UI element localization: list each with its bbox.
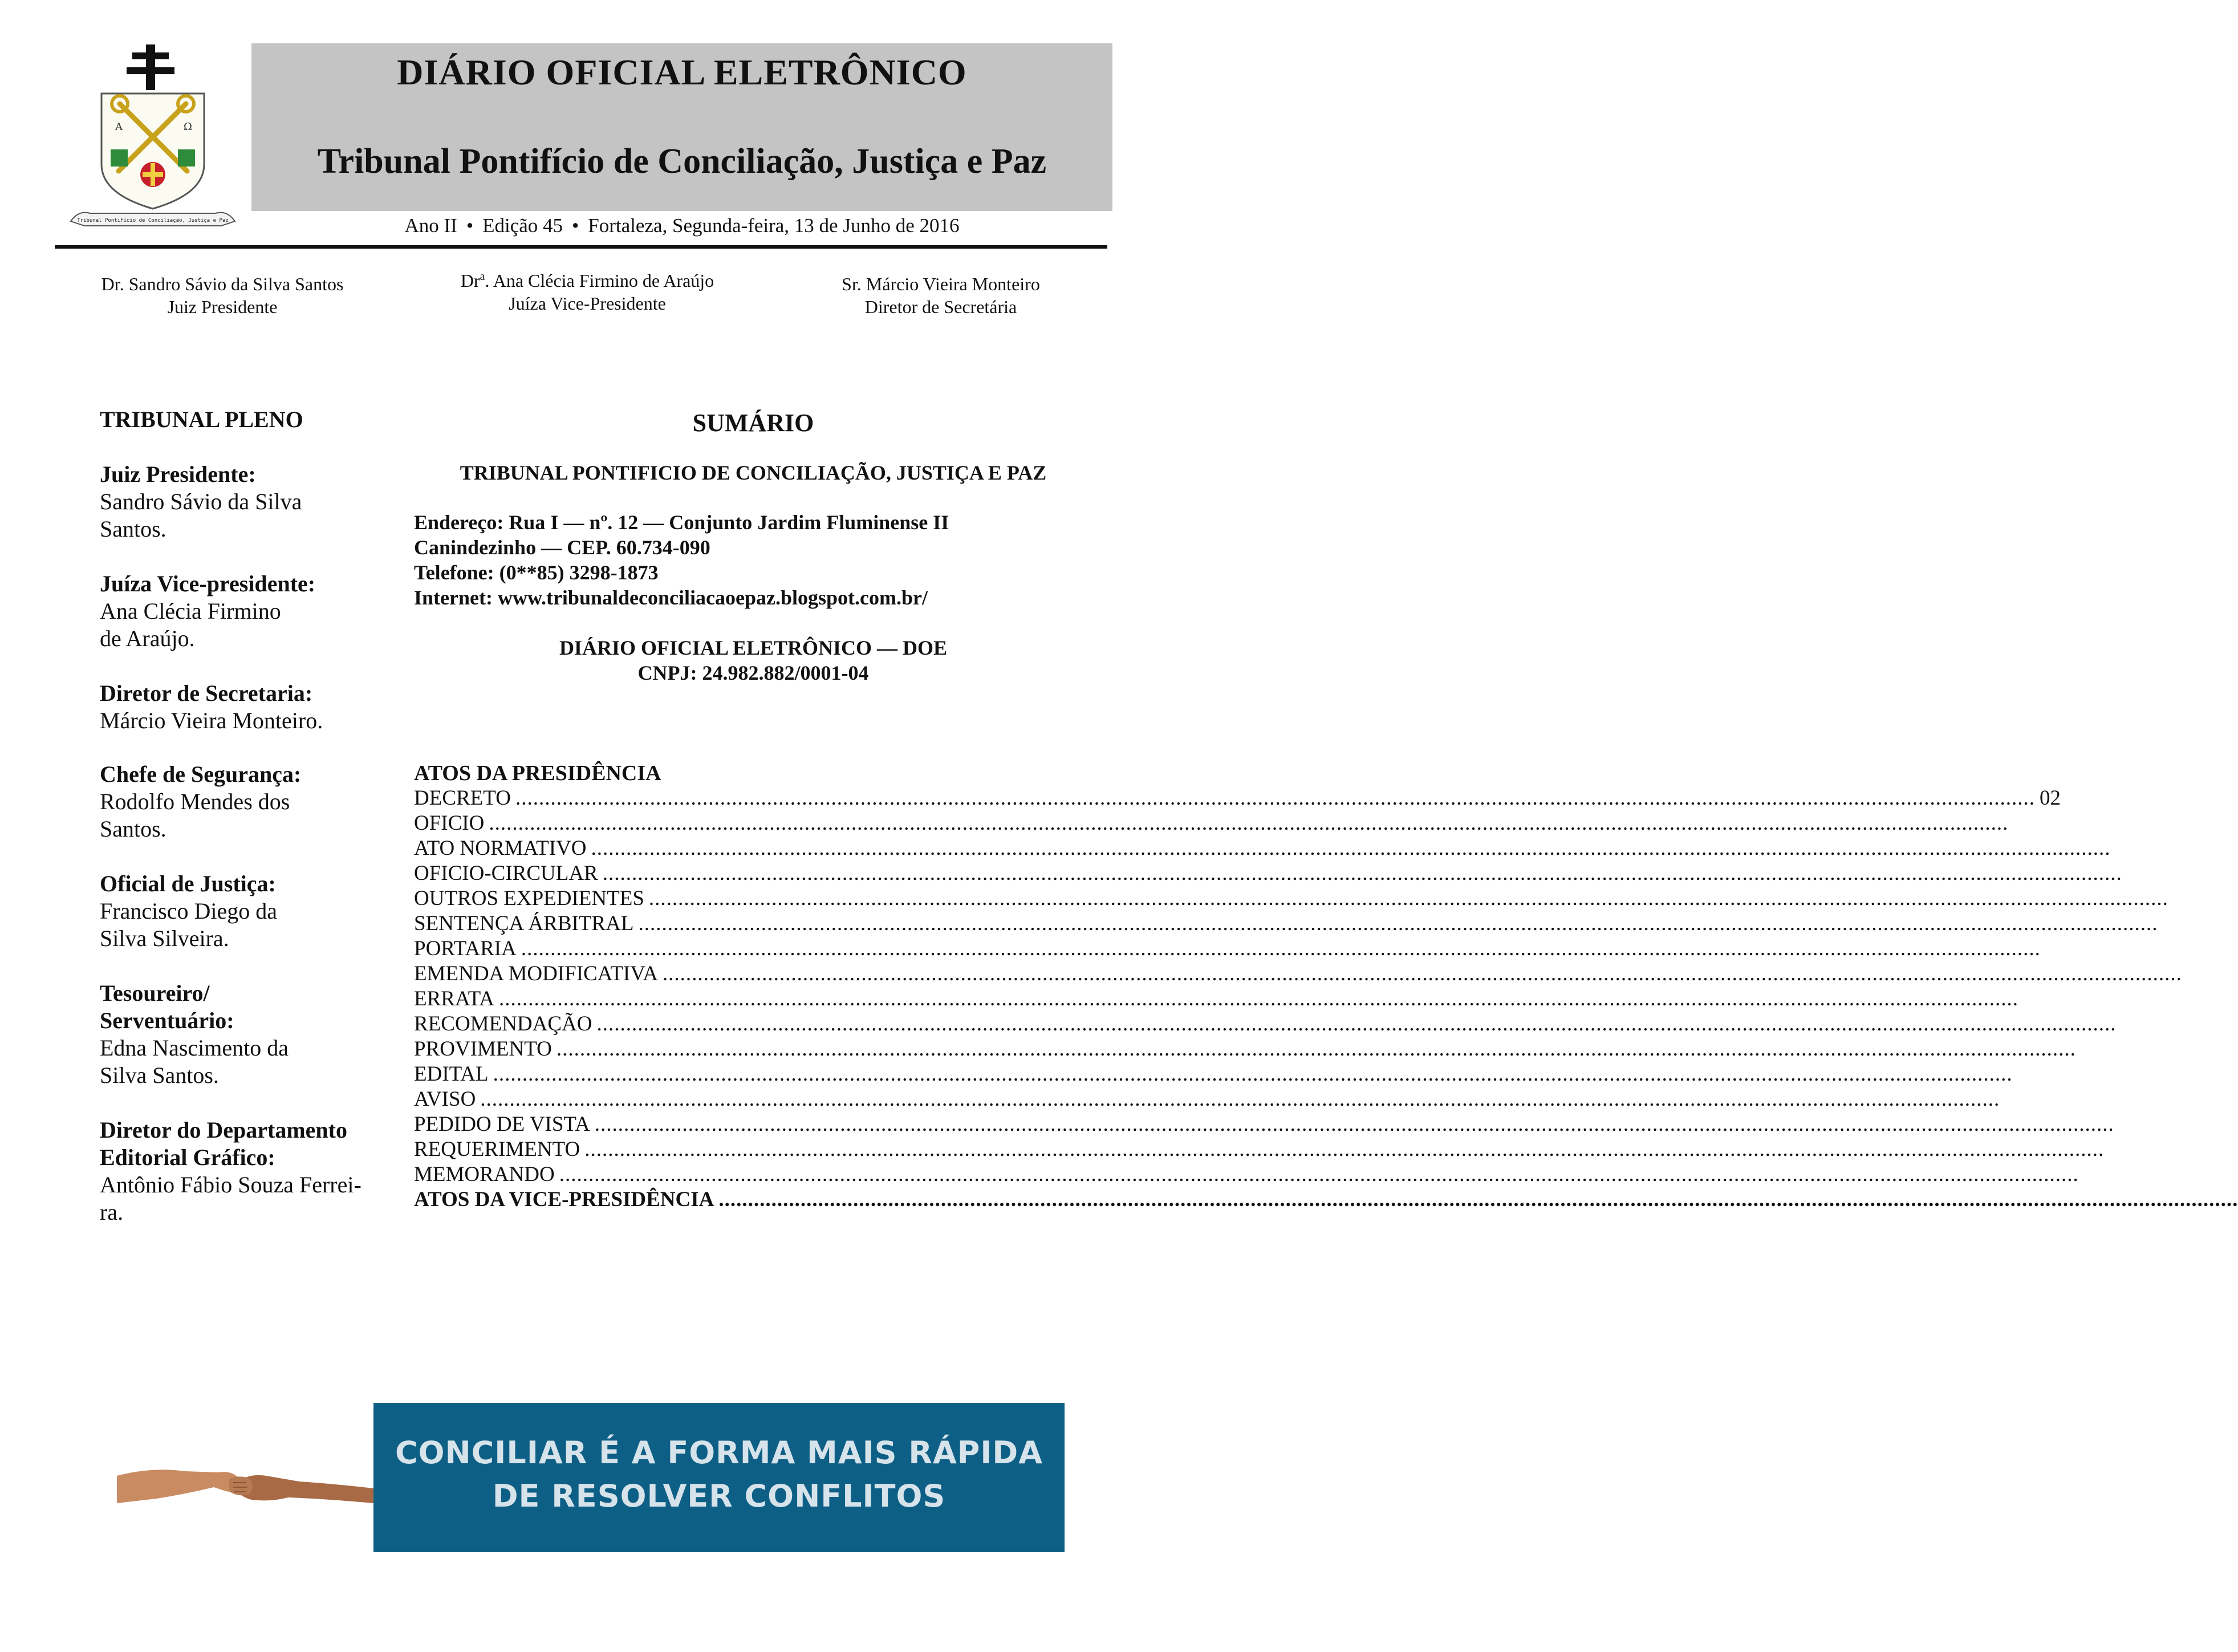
member-name: Francisco Diego da	[100, 898, 278, 924]
toc-label: OUTROS EXPEDIENTES	[414, 887, 644, 910]
toc-label: REQUERIMENTO	[414, 1138, 580, 1161]
sumario-heading: SUMÁRIO	[692, 409, 814, 437]
toc-row	[414, 836, 2111, 861]
member-juiz-presidente	[100, 461, 385, 543]
member-role: Editorial Gráfico:	[100, 1144, 275, 1170]
contact-address-line-1: Endereço: Rua I — nº. 12 — Conjunto Jardim Fluminense II	[414, 511, 949, 534]
toc-row	[414, 987, 2018, 1012]
toc-row	[414, 961, 2182, 987]
toc-label: AVISO	[414, 1087, 476, 1111]
toc-label: SENTENÇA ÁRBITRAL	[414, 912, 634, 935]
toc-leader-dots: ....................................................................................................................................................................................................................................................................	[648, 887, 2168, 910]
official-president	[86, 273, 359, 318]
member-role: Serventuário:	[100, 1008, 234, 1033]
member-name: Antônio Fábio Souza Ferrei-	[100, 1172, 362, 1198]
edition-line: Ano II • Edição 45 • Fortaleza, Segunda-feira, 13 de Junho de 2016	[404, 214, 960, 237]
toc-label: PROVIMENTO	[414, 1037, 552, 1061]
edition-year: Ano II	[404, 214, 457, 237]
toc-label: RECOMENDAÇÃO	[414, 1012, 592, 1036]
toc-label: ERRATA	[414, 987, 494, 1010]
official-role: Diretor de Secretária	[864, 297, 1017, 317]
toc-row	[414, 1087, 2000, 1112]
member-name: Silva Silveira.	[100, 926, 229, 951]
doe-block	[414, 635, 1092, 685]
doe-cnpj: CNPJ: 24.982.882/0001-04	[637, 661, 869, 684]
tribunal-name: TRIBUNAL PONTIFICIO DE CONCILIAÇÃO, JUSTIÇA E PAZ	[460, 461, 1047, 484]
member-name: ra.	[100, 1199, 124, 1225]
toc-leader-dots: ....................................................................................................................................................................................................................................................................	[718, 1188, 2238, 1211]
official-name: Sr. Márcio Vieira Monteiro	[842, 274, 1040, 294]
member-role: Oficial de Justiça:	[100, 871, 276, 896]
footer-slogan	[373, 1431, 1065, 1518]
toc-row	[414, 1162, 2079, 1187]
toc-row	[414, 936, 2041, 961]
official-vice-president	[428, 269, 747, 315]
toc-label: ATOS DA VICE-PRESIDÊNCIA	[414, 1188, 714, 1211]
toc-page-number: 02	[2039, 786, 2061, 810]
toc-row	[414, 811, 2009, 836]
member-name: Santos.	[100, 516, 166, 542]
svg-text:A: A	[115, 121, 123, 133]
toc-label: OFICIO-CIRCULAR	[414, 862, 598, 885]
official-role: Juíza Vice-Presidente	[509, 293, 666, 314]
official-role: Juiz Presidente	[167, 297, 278, 317]
toc-row	[414, 861, 2122, 886]
toc-row	[414, 886, 2168, 911]
table-of-contents	[414, 761, 2238, 1212]
member-role: Juíza Vice-presidente:	[100, 571, 316, 596]
member-name: de Araújo.	[100, 626, 195, 651]
member-diretor-editorial	[100, 1117, 385, 1226]
member-name: Rodolfo Mendes dos	[100, 789, 290, 814]
member-chefe-seguranca	[100, 761, 385, 843]
toc-leader-dots: ....................................................................................................................................................................................................................................................................	[521, 937, 2041, 960]
member-name: Silva Santos.	[100, 1062, 219, 1088]
toc-row	[414, 1012, 2117, 1037]
member-role: Chefe de Segurança:	[100, 761, 302, 787]
member-name: Santos.	[100, 816, 166, 842]
toc-leader-dots: ....................................................................................................................................................................................................................................................................	[638, 912, 2158, 935]
header-divider	[55, 245, 1107, 249]
svg-text:Tribunal Pontifício de Concili: Tribunal Pontifício de Conciliação, Justiça e Paz	[77, 218, 229, 224]
toc-leader-dots: ....................................................................................................................................................................................................................................................................	[594, 1113, 2114, 1136]
edition-place-date: Fortaleza, Segunda-feira, 13 de Junho de 2016	[588, 214, 960, 237]
toc-leader-dots: ....................................................................................................................................................................................................................................................................	[498, 987, 2018, 1010]
member-name: Edna Nascimento da	[100, 1035, 289, 1061]
official-name: Dr. Sandro Sávio da Silva Santos	[101, 274, 344, 294]
toc-label: ATO NORMATIVO	[414, 837, 587, 860]
footer-slogan-line-1: CONCILIAR É A FORMA MAIS RÁPIDA	[395, 1435, 1043, 1471]
handshake-icon	[117, 1403, 373, 1552]
member-role: Diretor do Departamento	[100, 1117, 347, 1143]
toc-leader-dots: ....................................................................................................................................................................................................................................................................	[591, 837, 2111, 860]
toc-leader-dots: ....................................................................................................................................................................................................................................................................	[596, 1012, 2117, 1036]
toc-label: PORTARIA	[414, 937, 517, 960]
toc-label: PEDIDO DE VISTA	[414, 1113, 590, 1136]
toc-label: OFICIO	[414, 811, 485, 835]
toc-leader-dots: ....................................................................................................................................................................................................................................................................	[559, 1163, 2079, 1186]
member-name: Ana Clécia Firmino	[100, 598, 281, 624]
toc-label: DECRETO	[414, 786, 511, 810]
footer-slogan-line-2: DE RESOLVER CONFLITOS	[492, 1478, 946, 1514]
toc-leader-dots: ....................................................................................................................................................................................................................................................................	[584, 1138, 2105, 1161]
coat-of-arms-icon	[67, 44, 238, 233]
toc-leader-dots: ....................................................................................................................................................................................................................................................................	[493, 1062, 2013, 1086]
toc-leader-dots: ....................................................................................................................................................................................................................................................................	[662, 962, 2182, 985]
page-subtitle: Tribunal Pontifício de Conciliação, Justiça e Paz	[317, 142, 1047, 181]
official-secretary	[798, 273, 1083, 318]
svg-text:Ω: Ω	[184, 121, 192, 133]
toc-heading: ATOS DA PRESIDÊNCIA	[414, 761, 661, 785]
toc-leader-dots: ....................................................................................................................................................................................................................................................................	[515, 786, 2035, 810]
toc-label: EMENDA MODIFICATIVA	[414, 962, 658, 985]
member-oficial-justica	[100, 870, 385, 952]
toc-leader-dots: ....................................................................................................................................................................................................................................................................	[480, 1087, 2000, 1111]
toc-row	[414, 1112, 2114, 1137]
member-name: Sandro Sávio da Silva	[100, 489, 302, 514]
official-name: Dr$^a$. Ana Clécia Firmino de Araújo	[460, 270, 714, 291]
toc-row	[414, 1037, 2076, 1062]
toc-row	[414, 911, 2158, 936]
toc-row	[414, 1062, 2013, 1087]
member-role: Diretor de Secretaria:	[100, 680, 313, 706]
toc-label: MEMORANDO	[414, 1163, 555, 1186]
member-role: Tesoureiro/	[100, 980, 210, 1006]
page-title: DIÁRIO OFICIAL ELETRÔNICO	[397, 52, 967, 92]
tribunal-pleno-heading: TRIBUNAL PLENO	[100, 407, 303, 432]
toc-row	[414, 1187, 2238, 1212]
contact-block	[414, 510, 1104, 610]
member-diretor-secretaria	[100, 680, 385, 734]
toc-leader-dots: ....................................................................................................................................................................................................................................................................	[489, 811, 2009, 835]
toc-row	[414, 1137, 2105, 1162]
toc-leader-dots: ....................................................................................................................................................................................................................................................................	[602, 862, 2122, 885]
member-role: Juiz Presidente:	[100, 461, 256, 487]
doe-title: DIÁRIO OFICIAL ELETRÔNICO — DOE	[559, 636, 948, 659]
toc-label: EDITAL	[414, 1062, 489, 1086]
member-name: Márcio Vieira Monteiro.	[100, 708, 323, 733]
edition-number: Edição 45	[482, 214, 563, 237]
toc-row	[414, 786, 2061, 811]
contact-phone: Telefone: (0**85) 3298-1873	[414, 561, 659, 584]
toc-leader-dots: ....................................................................................................................................................................................................................................................................	[556, 1037, 2076, 1061]
member-tesoureiro	[100, 980, 385, 1089]
contact-address-line-2: Canindezinho — CEP. 60.734-090	[414, 536, 710, 559]
contact-internet: Internet: www.tribunaldeconciliacaoepaz.blogspot.com.br/	[414, 586, 928, 609]
member-juiza-vice-presidente	[100, 570, 385, 652]
